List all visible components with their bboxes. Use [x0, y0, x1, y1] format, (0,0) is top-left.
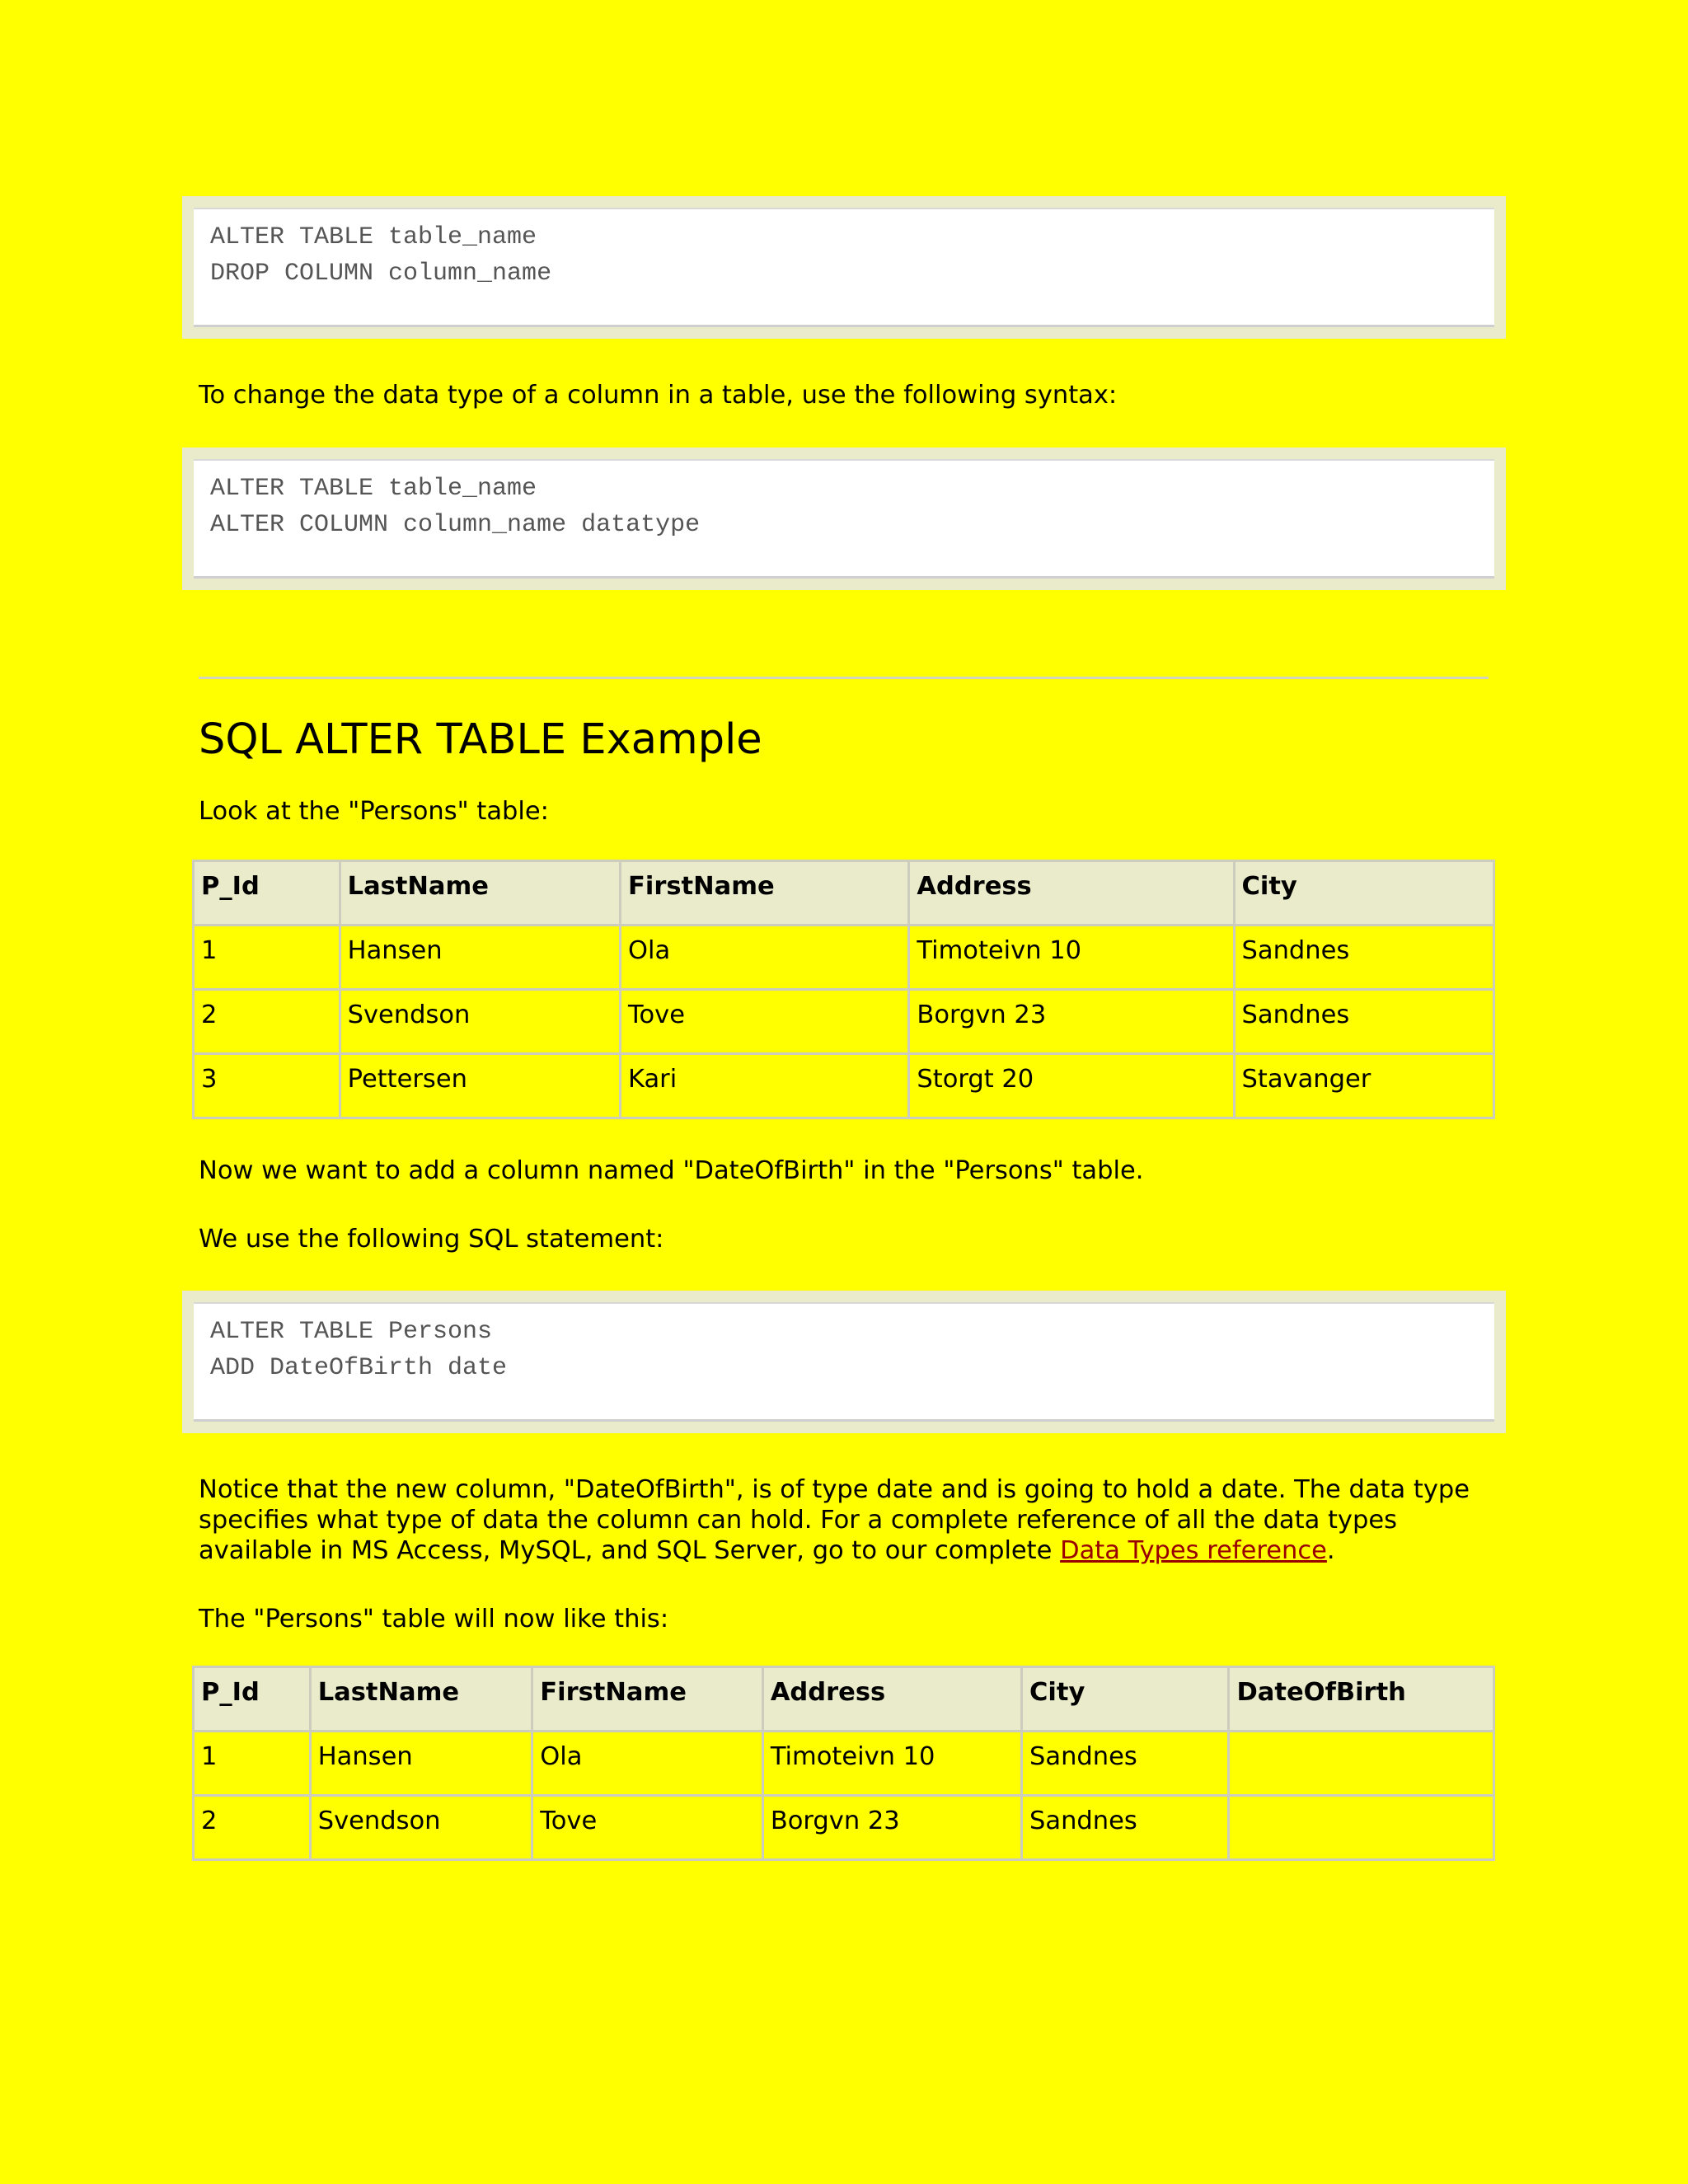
table-cell: Kari	[621, 1054, 909, 1118]
table-cell: Sandnes	[1022, 1732, 1229, 1796]
code-line: ALTER TABLE table_name	[210, 223, 537, 251]
notice-paragraph	[182, 1474, 1501, 1566]
table-row	[194, 1732, 1494, 1796]
table-cell: Timoteivn 10	[762, 1732, 1021, 1796]
table-cell: Svendson	[340, 990, 620, 1054]
table-header-row	[194, 1667, 1494, 1732]
table-cell	[1229, 1732, 1494, 1796]
data-types-reference-link[interactable]: Data Types reference	[1060, 1536, 1327, 1565]
table-cell: Timoteivn 10	[909, 926, 1234, 990]
header-cell: FirstName	[532, 1667, 763, 1732]
table-cell: Pettersen	[340, 1054, 620, 1118]
table-cell: Ola	[621, 926, 909, 990]
table-cell: Tove	[621, 990, 909, 1054]
table-cell: Borgvn 23	[762, 1796, 1021, 1860]
content	[182, 196, 1506, 1861]
table-cell: 1	[194, 926, 340, 990]
code-line: DROP COLUMN column_name	[210, 260, 552, 288]
table-header-row	[194, 861, 1494, 926]
header-cell: Address	[762, 1667, 1021, 1732]
table-cell: Hansen	[340, 926, 620, 990]
table-row	[194, 1054, 1494, 1118]
header-cell: LastName	[310, 1667, 532, 1732]
table-cell: Sandnes	[1234, 926, 1493, 990]
table-row	[194, 1796, 1494, 1860]
code-line: ALTER TABLE Persons	[210, 1318, 493, 1346]
header-cell: DateOfBirth	[1229, 1667, 1494, 1732]
code-line: ALTER COLUMN column_name datatype	[210, 511, 701, 539]
now-add-paragraph: Now we want to add a column named "DateOfBirth" in the "Persons" table.	[199, 1156, 1144, 1185]
change-type-paragraph: To change the data type of a column in a table, use the following syntax:	[199, 381, 1118, 410]
table-cell: 2	[194, 1796, 311, 1860]
table-cell: 3	[194, 1054, 340, 1118]
table-cell: Borgvn 23	[909, 990, 1234, 1054]
notice-text: Notice that the new column, "DateOfBirth", is of type date and is going to hold a date. The data type specifies what type of data the column can hold. For a complete reference of all the data types available in MS Access, MySQL, and SQL Server, go to our complete	[199, 1475, 1470, 1565]
header-cell: City	[1234, 861, 1493, 926]
use-sql-paragraph: We use the following SQL statement:	[199, 1225, 664, 1254]
header-cell: P_Id	[194, 1667, 311, 1732]
header-cell: LastName	[340, 861, 620, 926]
table-row	[194, 926, 1494, 990]
notice-end: .	[1326, 1536, 1335, 1565]
look-paragraph: Look at the "Persons" table:	[199, 797, 549, 826]
table-row	[194, 990, 1494, 1054]
divider	[199, 677, 1489, 679]
table-cell: Hansen	[310, 1732, 532, 1796]
table-cell: Sandnes	[1234, 990, 1493, 1054]
table-cell: 2	[194, 990, 340, 1054]
table-cell: Ola	[532, 1732, 763, 1796]
header-cell: P_Id	[194, 861, 340, 926]
will-now-paragraph: The "Persons" table will now like this:	[199, 1605, 669, 1633]
table-cell: Svendson	[310, 1796, 532, 1860]
table-cell: 1	[194, 1732, 311, 1796]
table-cell: Stavanger	[1234, 1054, 1493, 1118]
section-heading: SQL ALTER TABLE Example	[199, 715, 762, 764]
code-block-drop-column	[182, 196, 1506, 339]
header-cell: City	[1022, 1667, 1229, 1732]
code-block-alter-column	[182, 448, 1506, 590]
code-line: ADD DateOfBirth date	[210, 1354, 508, 1382]
persons-table	[192, 860, 1495, 1119]
code-line: ALTER TABLE table_name	[210, 475, 537, 503]
code-block-add-column	[182, 1291, 1506, 1433]
table-cell: Storgt 20	[909, 1054, 1234, 1118]
table-cell: Sandnes	[1022, 1796, 1229, 1860]
header-cell: Address	[909, 861, 1234, 926]
persons-table-updated	[192, 1666, 1495, 1861]
header-cell: FirstName	[621, 861, 909, 926]
table-cell: Tove	[532, 1796, 763, 1860]
table-cell	[1229, 1796, 1494, 1860]
